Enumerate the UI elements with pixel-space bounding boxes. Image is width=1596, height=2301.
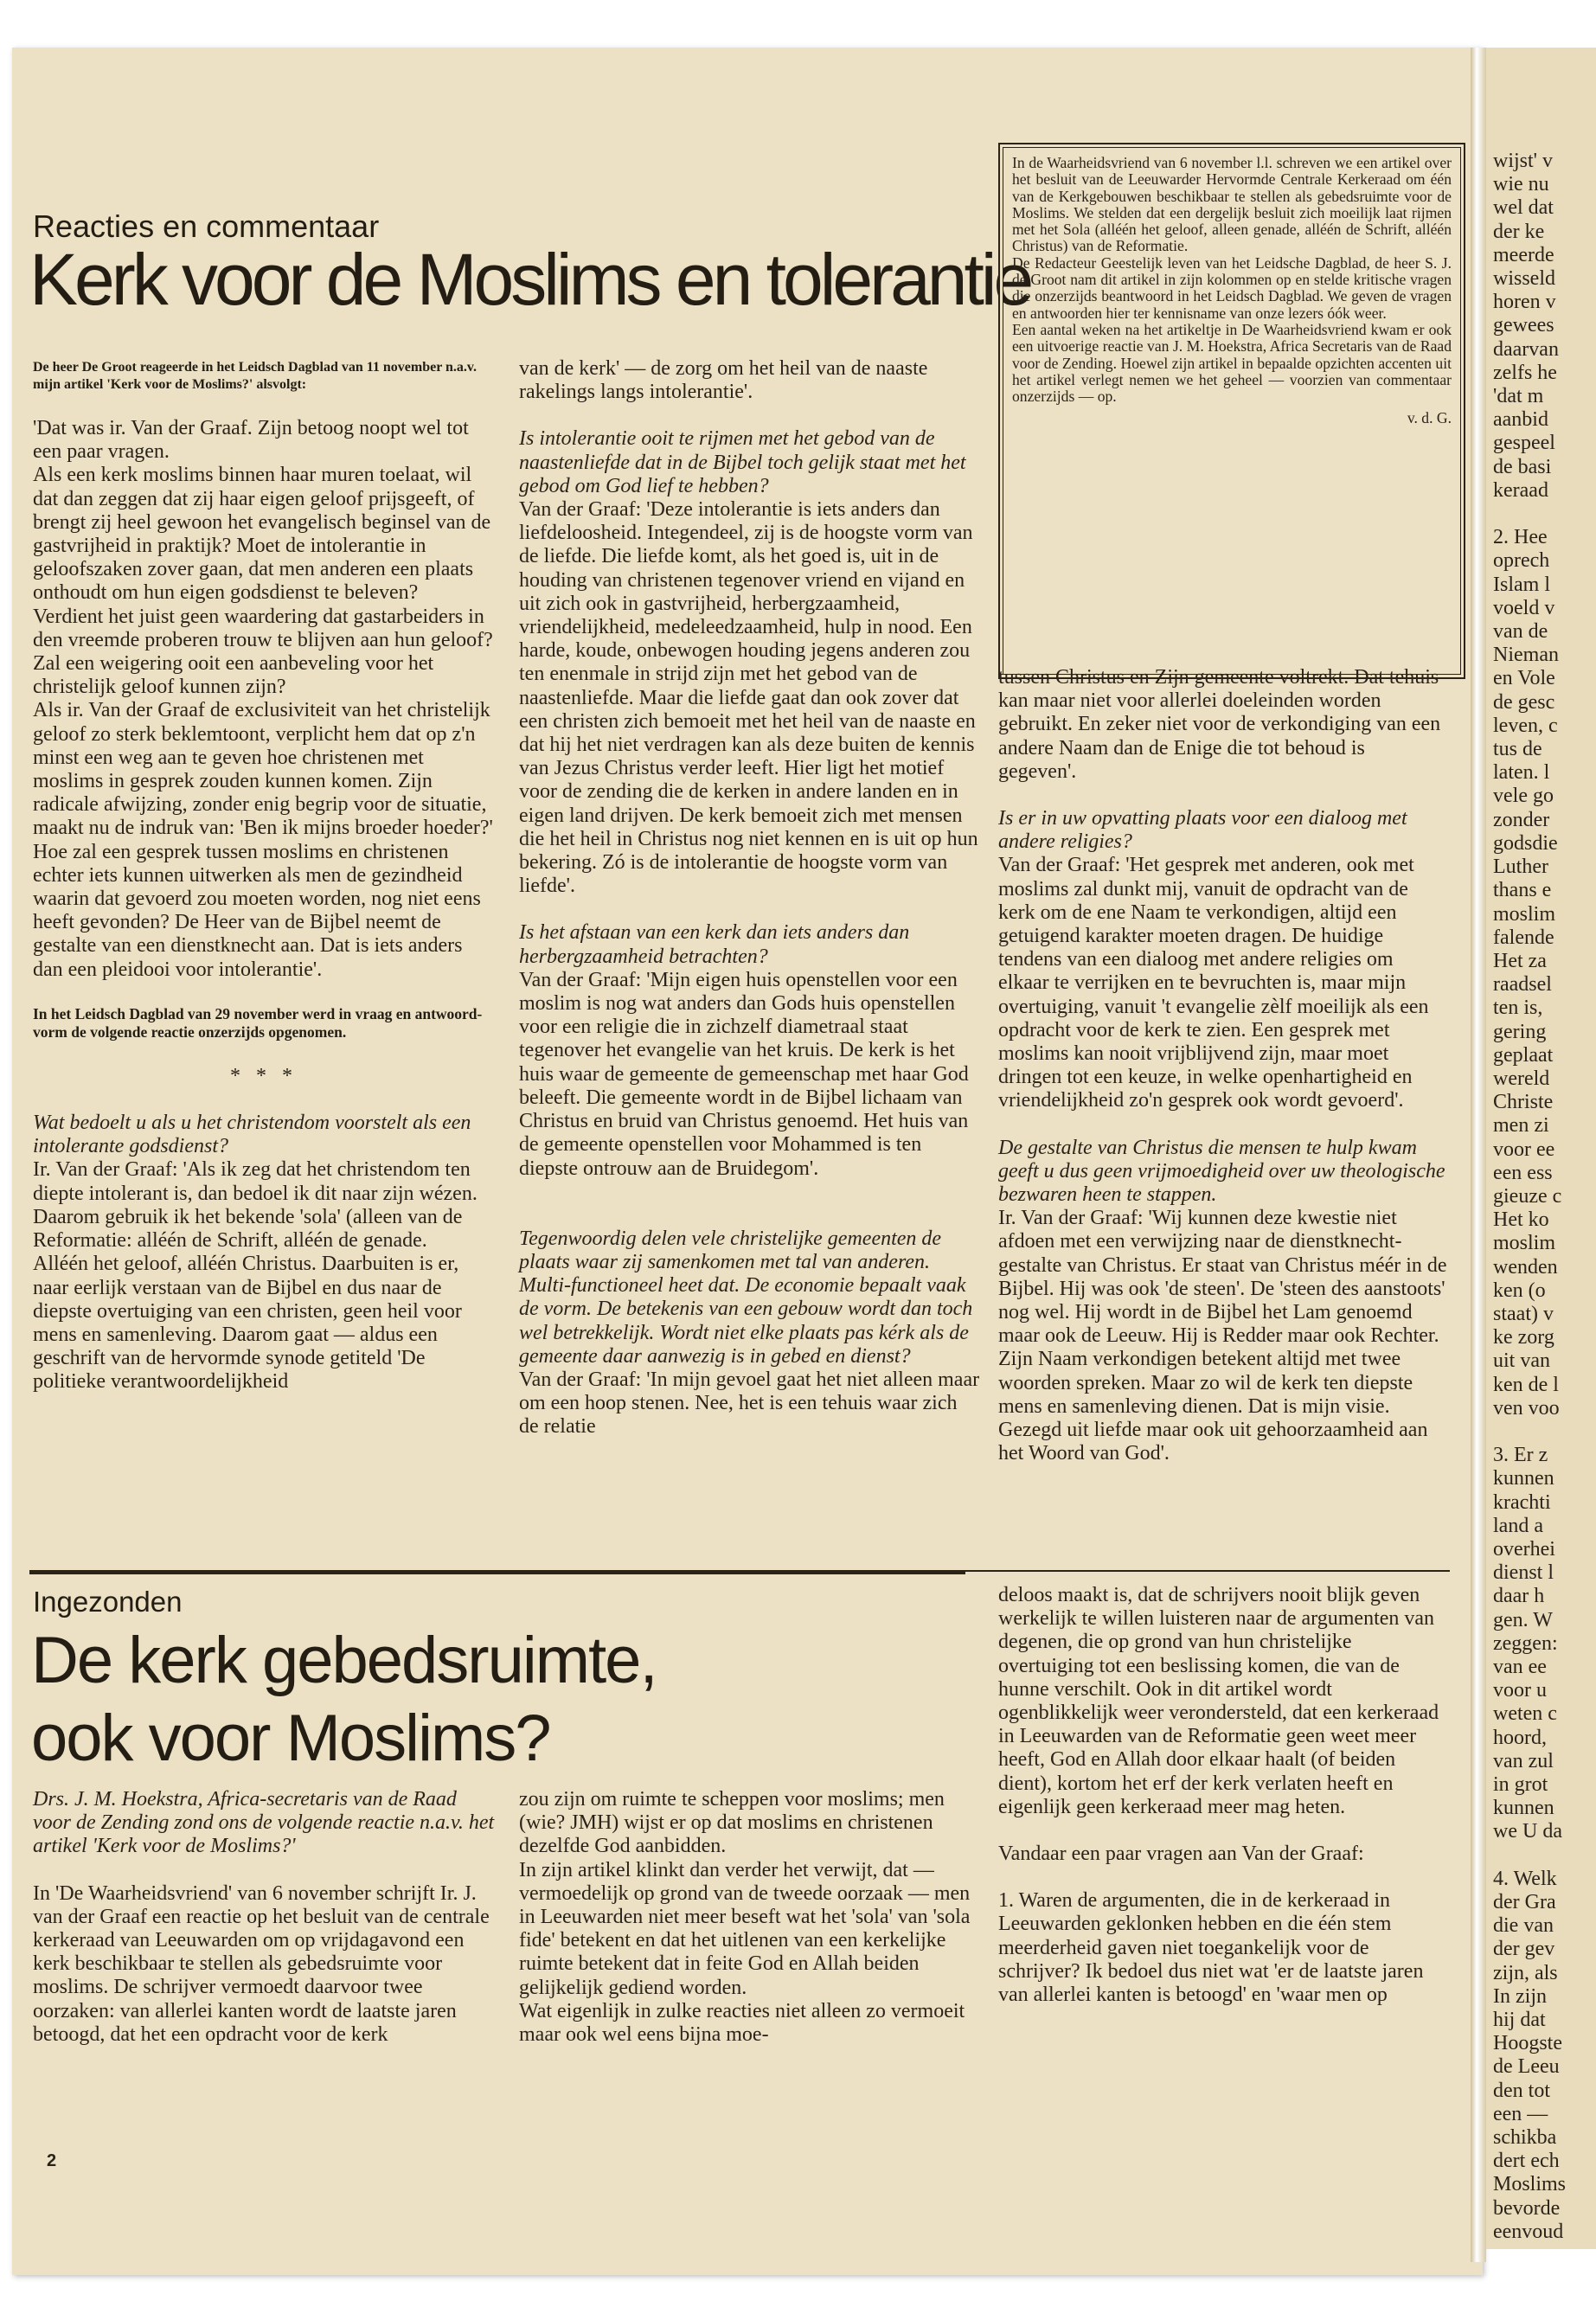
next-page-line: Het ko <box>1493 1208 1549 1232</box>
column-paragraph: Als een kerk moslims binnen haar muren toelaat, wil dat dan zeggen dat zij haar eigen geloof prijsgeeft, of brengt zij heel gewoon het evangelisch beginsel van de gastvrijheid in praktijk? Moet de intolerantie in geloofszaken zover gaan, dat men anderen een plaats onthoudt om hun eigen godsdienst te beleven? <box>33 464 491 605</box>
next-page-line <box>1493 1844 1566 1868</box>
next-page-line: ken (o <box>1493 1279 1546 1302</box>
next-page-line: ten is, <box>1493 997 1543 1020</box>
column-paragraph: Wat eigenlijk in zulke reacties niet alleen zo vermoeit maar ook wel eens bijna moe- <box>519 1999 965 2047</box>
article2-kicker: Ingezonden <box>33 1586 183 1618</box>
next-page-line: voeld v <box>1493 596 1555 619</box>
interview-answer: Van der Graaf: 'Mijn eigen huis openstellen voor een moslim is nog wat anders dan Gods huis openstellen voor een religie die in zichzelf diametraal staat tegenover het evangelie van het kruis. De kerk is het huis waar de gemeente de gemeenschap met haar God beleeft. Die gemeente wordt in de Bijbel lichaam van Christus en bruid van Christus genoemd. Het huis van de gemeente openstellen voor Mohammed is ten diepste ontrouw aan de Bruidegom'. <box>519 968 969 1180</box>
next-page-line: wel dat <box>1493 196 1554 220</box>
next-page-line: ven voo <box>1493 1396 1560 1420</box>
next-page-line: hij dat <box>1493 2009 1546 2032</box>
article2-column-1 <box>33 1788 495 2047</box>
interview-answer: Ir. Van der Graaf: 'Als ik zeg dat het christendom ten diepte intolerant is, dan bedoel ik dit naar zijn wézen. Daarom gebruik ik het bekende 'sola' (alleen van de Reformatie: alléén de Schrift, alléén de genade. <box>33 1158 478 1253</box>
next-page-line: Islam l <box>1493 573 1550 596</box>
next-page-line: de basi <box>1493 455 1552 478</box>
next-page-line: godsdie <box>1493 831 1558 855</box>
next-page-line: staat) v <box>1493 1302 1554 1325</box>
next-page-line: raadsel <box>1493 973 1552 997</box>
next-page-line: der Gra <box>1493 1891 1556 1914</box>
next-page-line: zeggen: <box>1493 1631 1558 1655</box>
article2-headline <box>31 1622 657 1778</box>
next-page-line: den tot <box>1493 2079 1550 2102</box>
box-paragraph: In de Waarheidsvriend van 6 november l.l. schreven we een artikel over het besluit van de Leeuwarder Hervormde Centrale Kerkeraad om één van de Kerkgebouwen beschikbaar te stellen als gebedsruimte voor de Moslims. We stelden dat een dergelijk besluit zich moeilijk laat rijmen met het Sola (alléén het geloof, alleen genade, alléén de Schrift, alléén Christus) van de Reformatie. <box>1012 154 1452 255</box>
next-page-line: en Vole <box>1493 667 1555 690</box>
next-page-line: leven, c <box>1493 714 1558 737</box>
next-page-line: laten. l <box>1493 761 1550 785</box>
next-page-line: horen v <box>1493 291 1556 314</box>
next-page-line: In zijn <box>1493 1984 1547 2008</box>
next-page-line: wereld <box>1493 1067 1550 1090</box>
next-page-line: een ess <box>1493 1161 1553 1184</box>
next-page-line: wenden <box>1493 1255 1558 1279</box>
next-page-line: bevorde <box>1493 2196 1561 2220</box>
article2-intro: Drs. J. M. Hoekstra, Africa-secretaris van de Raad voor de Zending zond ons de volgende reactie n.a.v. het artikel 'Kerk voor de Moslims?' <box>33 1788 495 1858</box>
section-divider-stars: * * * <box>230 1064 298 1087</box>
interview-question: Is er in uw opvatting plaats voor een dialoog met andere religies? <box>998 807 1407 854</box>
interview-answer: Van der Graaf: 'Het gesprek met anderen, ook met moslims zal dunkt mij, vanuit de opdracht van de kerk om de ene Naam te verkondigen, altijd een getuigend karakter moeten dragen. De huidige tendens van een dialoog met andere religies om elkaar te verrijken en te bevruchten is, maar mijn overtuiging, vanuit 't evangelie zèlf moeilijk als een opdracht voor de kerk te zien. Een gesprek met moslims kan nooit vrijblijvend zijn, maar moet dringen tot een keuze, in welke openhartigheid en vriendelijkheid zo'n gesprek ook wordt gevoerd'. <box>998 854 1429 1112</box>
page-fold <box>1471 48 1486 2262</box>
next-page-line: dienst l <box>1493 1561 1554 1585</box>
next-page-line: van ee <box>1493 1656 1547 1678</box>
next-page-line: daarvan <box>1493 337 1559 361</box>
next-page-line: oprech <box>1493 549 1550 573</box>
next-page-line: land a <box>1493 1514 1543 1537</box>
next-page-line: aanbid <box>1493 408 1548 432</box>
next-page-line: de Leeu <box>1493 2055 1560 2079</box>
article1-column-1 <box>33 359 495 1394</box>
next-page-line <box>1493 503 1566 526</box>
column-paragraph: deloos maakt is, dat de schrijvers nooit blijk geven werkelijk te willen luisteren naar de argumenten van degenen, die op grond van hun christelijke overtuiging tot een beslissing komen, die van de hunne verschilt. Ook in dit artikel wordt ogenblikkelijk weer verondersteld, dat een kerkeraad in Leeuwarden van de Reformatie geen weet meer heeft, God en Allah door elkaar haalt (of beiden dient), kortom het erf der kerk verlaten heeft en eigenlijk geen kerkeraad meer mag heten. <box>998 1584 1439 1818</box>
interview-question: Wat bedoelt u als u het christendom voorstelt als een intolerante godsdienst? <box>33 1112 471 1158</box>
interview-question: Is intolerantie ooit te rijmen met het gebod van de naastenliefde dat in de Bijbel toch gelijk staat met het gebod om God lief te hebben? <box>519 427 966 497</box>
next-page-line: der ke <box>1493 220 1545 243</box>
next-page-line: schikba <box>1493 2126 1557 2150</box>
next-page-line: men zi <box>1493 1114 1549 1138</box>
interview-answer: Alléén het geloof, alléén Christus. Daarbuiten is er, naar eerlijk verstaan van de Bijbel en dus naar de diepste overtuiging van een christen, geen heil voor mens en samenleving. Daarom gaat — aldus een geschrift van de hervormde synode getiteld 'De politieke verantwoordelijkheid <box>33 1253 462 1394</box>
next-page-line <box>1493 1420 1566 1444</box>
next-page-line: voor u <box>1493 1679 1547 1702</box>
next-page-line: de gesc <box>1493 690 1555 714</box>
next-page-line: weten c <box>1493 1702 1557 1726</box>
column-paragraph: zou zijn om ruimte te scheppen voor moslims; men (wie? JMH) wijst er op dat moslims en christenen dezelfde God aanbidden. <box>519 1788 945 1858</box>
next-page-line: een — <box>1493 2102 1548 2125</box>
box-paragraph: De Redacteur Geestelijk leven van het Leidsche Dagblad, de heer S. J. de Groot nam dit artikel in zijn kolommen op en stelde kritische vragen die onzerzijds beantwoord in het Leidsch Dagblad. We geven de vragen en antwoorden hier ter kennisname van onze lezers óók weer. <box>1012 253 1452 322</box>
editorial-box <box>998 143 1465 679</box>
next-page-line: moslim <box>1493 1232 1556 1255</box>
interview-answer: Van der Graaf: 'Deze intolerantie is iets anders dan liefdeloosheid. Integendeel, zij is de hoogste vorm van de liefde. Die liefde komt, als het goed is, uit in de houding van christenen tegenover vriend en vijand en uit zich ook in gastvrijheid, herbergzaamheid, vriendelijkheid, medeleedzaamheid, hulp in nood. Een harde, koude, onbewogen houding jegens anderen zou ten enenmale in strijd zijn met het gebod van de naastenliefde. Maar die liefde gaat dan ook zover dat een christen zich bemoeit met het heil van de naaste en dat hij het niet verdragen kan als deze buiten de kennis van Jezus Christus verder leeft. Hier ligt het motief voor de zending die de kerken in andere landen en in eigen land drijven. De kerk bemoeit zich met mensen die het heil in Christus nog niet kennen en is uit op hun bekering. Zó is de intolerantie de hoogste vorm van liefde'. <box>519 498 978 898</box>
next-page-line: van de <box>1493 620 1548 644</box>
next-page-line: 2. Hee <box>1493 526 1548 549</box>
interview-question: Is het afstaan van een kerk dan iets anders dan herbergzaamheid betrachten? <box>519 921 910 968</box>
next-page-line: kunnen <box>1493 1797 1554 1820</box>
next-page-line: geplaat <box>1493 1043 1554 1067</box>
interview-answer: van de kerk' — de zorg om het heil van de naaste rakelings langs intolerantie'. <box>519 357 928 404</box>
article1-intro: De heer De Groot reageerde in het Leidsch Dagblad van 11 november n.a.v. mijn artikel 'Kerk voor de Moslims?' alsvolgt: <box>33 360 478 392</box>
next-page-column <box>1493 150 1566 2244</box>
column-paragraph: 'Dat was ir. Van der Graaf. Zijn betoog noopt wel tot een paar vragen. <box>33 417 469 464</box>
next-page-line: 'dat m <box>1493 385 1544 408</box>
next-page-line: der gev <box>1493 1938 1555 1961</box>
interview-answer: Van der Graaf: 'In mijn gevoel gaat het niet alleen maar om een hoop stenen. Nee, het is een tehuis waar zich de relatie <box>519 1368 980 1439</box>
article2-headline-line2: ook voor Moslims? <box>31 1702 550 1775</box>
interview-question: De gestalte van Christus die mensen te hulp kwam geeft u dus geen vrijmoedigheid over uw theologische bezwaren heen te stappen. <box>998 1136 1445 1207</box>
next-page-line: vele go <box>1493 785 1554 808</box>
article1-column-3 <box>998 666 1448 1466</box>
next-page-line: overhei <box>1493 1537 1555 1561</box>
next-page-line: die van <box>1493 1914 1554 1938</box>
box-signature: v. d. G. <box>1407 409 1452 427</box>
next-page-line: uit van <box>1493 1349 1550 1373</box>
next-page-line: gespeel <box>1493 432 1555 455</box>
next-page-line: voor ee <box>1493 1138 1555 1161</box>
next-page-line: gen. W <box>1493 1608 1553 1631</box>
interview-question: Tegenwoordig delen vele christelijke gemeenten de plaats waar zij samenkomen met tal van anderen. Multi-functioneel heet dat. De economie bepaalt vaak de vorm. De betekenis van een gebouw wordt dan toch wel betrekkelijk. Wordt niet elke plaats pas kérk als de gemeente daar aanwezig is in gebed en dienst? <box>519 1227 973 1368</box>
article-divider-rule <box>29 1570 965 1574</box>
article1-kicker: Reacties en commentaar <box>33 208 380 244</box>
next-page-line: 4. Welk <box>1493 1867 1557 1890</box>
article2-headline-line1: De kerk gebedsruimte, <box>31 1624 657 1697</box>
next-page-line: zonder <box>1493 808 1550 831</box>
next-page-line: wisseld <box>1493 267 1555 291</box>
next-page-line: tus de <box>1493 738 1542 761</box>
article2-column-2 <box>519 1788 981 2047</box>
next-page-line: krachti <box>1493 1490 1551 1514</box>
next-page-line: zelfs he <box>1493 361 1557 384</box>
column-paragraph: Zal een weigering ooit een aanbeveling voor het christelijk geloof kunnen zijn? <box>33 652 434 699</box>
column-paragraph: In zijn artikel klinkt dan verder het verwijt, dat — vermoedelijk op grond van de tweede oorzaak — men in Leeuwarden niet meer beseft wat het 'sola' van 'sola fide' betekent en dat het uitlenen van een kerkelijke ruimte betekent dat in feite God en Allah beiden gelijkelijk gediend worden. <box>519 1858 971 1999</box>
next-page-line: kunnen <box>1493 1467 1554 1490</box>
next-page-line: eenvoud <box>1493 2220 1564 2243</box>
article-divider-rule <box>965 1570 1450 1572</box>
column-paragraph: In 'De Waarheidsvriend' van 6 november schrijft Ir. J. van der Graaf een reactie op het besluit van de centrale kerkeraad van Leeuwarden om op vrijdagavond een kerk beschikbaar te stellen als gebedsruimte voor moslims. De schrijver vermoedt daarvoor twee oorzaken: van allerlei kanten wordt de laatste jaren betoogd, dat het een opdracht voor de kerk <box>33 1881 490 2046</box>
interview-answer: Ir. Van der Graaf: 'Wij kunnen deze kwestie niet afdoen met een verwijzing naar de dienstknecht-gestalte van Christus. Er staat van Christus méér in de Bijbel. Hij was ook 'de steen'. De 'steen des aanstoots' nog wel. Hij wordt in de Bijbel het Lam genoemd maar ook de Leeuw. Hij is Redder maar ook Rechter. Zijn Naam verkondigen betekent altijd met twee woorden spreken. Maar zo wil de kerk ten diepste mens en samenleving dienen. Dat is mijn visie. Gezegd uit liefde maar ook uit gehoorzaamheid aan het Woord van God'. <box>998 1207 1447 1465</box>
column-paragraph: Als ir. Van der Graaf de exclusiviteit van het christelijk geloof zo sterk beklemtoont, verplicht hem dat op z'n minst een weg aan te geven hoe christenen met moslims in gesprek zouden kunnen komen. Zijn radicale afwijzing, zonder enig begrip voor de situatie, maakt nu de indruk van: 'Ben ik mijns broeder hoeder?' Hoe zal een gesprek tussen moslims en christenen echter iets kunnen uitwerken als men de gezindheid waarin dat gevoerd zou moeten worden, nog niet eens heeft gevonden? De Heer van de Bijbel neemt de gestalte van een dienstknecht aan. Dat is iets anders dan een pleidooi voor intolerantie'. <box>33 699 493 981</box>
article1-headline: Kerk voor de Moslims en tolerantie <box>29 239 1031 320</box>
next-page-line: Moslims <box>1493 2173 1567 2196</box>
next-page-line: Nieman <box>1493 644 1559 667</box>
next-page-line: moslim <box>1493 902 1556 926</box>
column-paragraph: 1. Waren de argumenten, die in de kerkeraad in Leeuwarden geklonken hebben en die één stem meerderheid gaven niet toegankelijk voor de schrijver? Ik bedoel dus niet wat 'er de laatste jaren van allerlei kanten is betoogd' en 'waar men op <box>998 1889 1424 2007</box>
next-page-line: Het za <box>1493 949 1547 972</box>
column-paragraph: Vandaar een paar vragen aan Van der Graaf: <box>998 1843 1364 1866</box>
next-page-line: keraad <box>1493 478 1548 502</box>
article1-column-2 <box>519 357 981 1439</box>
next-page-edge <box>1486 48 1596 2249</box>
next-page-line: falende <box>1493 926 1554 949</box>
next-page-line: gering <box>1493 1020 1547 1043</box>
next-page-line: dert ech <box>1493 2150 1560 2173</box>
next-page-line: zijn, als <box>1493 1961 1558 1984</box>
next-page-line: ken de l <box>1493 1373 1559 1396</box>
next-page-line: daar h <box>1493 1585 1545 1608</box>
next-page-line: ke zorg <box>1493 1326 1554 1349</box>
next-page-line: gieuze c <box>1493 1184 1562 1208</box>
next-page-line: we U da <box>1493 1820 1562 1843</box>
page-number: 2 <box>47 2151 57 2170</box>
editorial-note: In het Leidsch Dagblad van 29 november werd in vraag en antwoord-vorm de volgende reactie onzerzijds opgenomen. <box>33 1004 483 1041</box>
next-page-line: wijst' v <box>1493 150 1553 172</box>
next-page-line: in grot <box>1493 1773 1548 1797</box>
next-page-line: gewees <box>1493 314 1554 337</box>
next-page-line: Christe <box>1493 1091 1554 1114</box>
next-page-line: van zul <box>1493 1749 1554 1772</box>
next-page-line: meerde <box>1493 243 1554 266</box>
next-page-line: Luther <box>1493 856 1548 879</box>
newspaper-page <box>12 48 1483 2275</box>
next-page-line: 3. Er z <box>1493 1444 1548 1467</box>
interview-answer: tussen Christus en Zijn gemeente voltrekt. Dat tehuis kan maar niet voor allerlei doeleinden worden gebruikt. En zeker niet voor de verkondiging van een andere Naam dan de Enige die tot behoud is gegeven'. <box>998 666 1441 783</box>
next-page-line: thans e <box>1493 879 1552 902</box>
column-paragraph: Verdient het juist geen waardering dat gastarbeiders in den vreemde proberen trouw te blijven aan hun geloof? <box>33 605 493 651</box>
next-page-line: hoord, <box>1493 1726 1547 1749</box>
next-page-line: Hoogste <box>1493 2032 1562 2055</box>
next-page-line: wie nu <box>1493 173 1549 196</box>
article2-column-3 <box>998 1584 1448 2007</box>
box-paragraph: Een aantal weken na het artikeltje in De Waarheidsvriend kwam er ook een uitvoerige reactie van J. M. Hoekstra, Africa Secretaris van de Raad voor de Zending. Hoewel zijn artikel in bepaalde opzichten accenten uit het artikel verlegt nemen we het geheel — voorzien van commentaar onzerzijds — op. <box>1012 320 1452 406</box>
